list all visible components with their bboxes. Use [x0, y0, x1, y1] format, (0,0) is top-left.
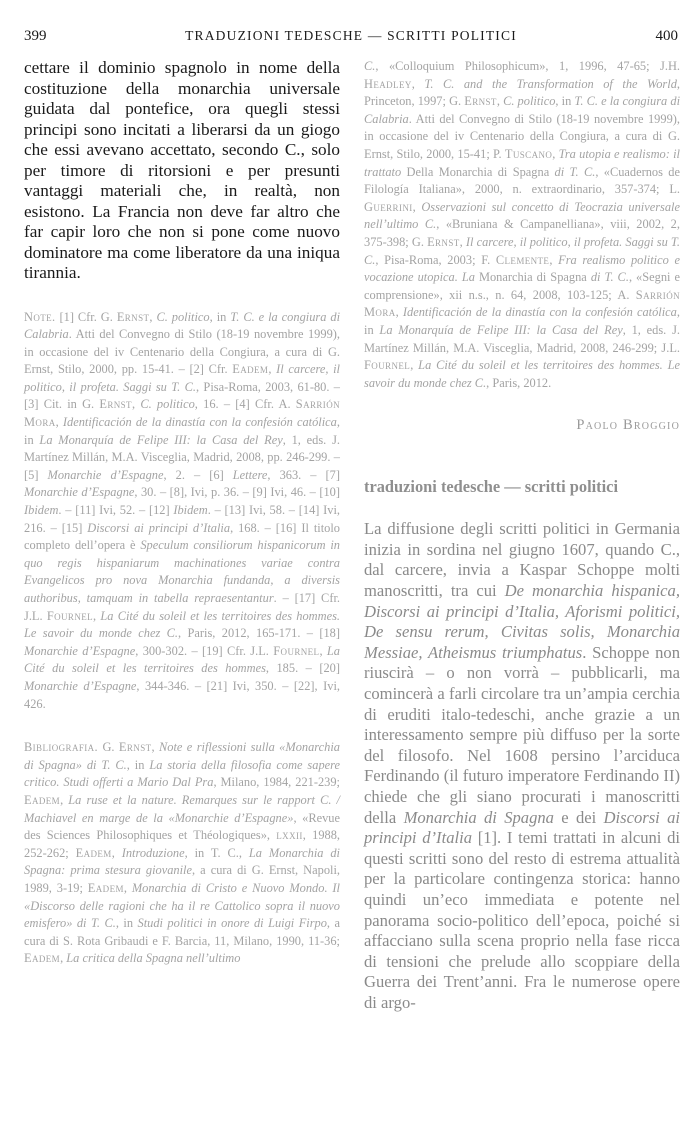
- text-run: T. C. and the Transformation of the World: [424, 76, 677, 91]
- text-run: La Cité du soleil et les territoires des hommes. Le savoir du monde chez C.: [24, 608, 340, 641]
- text-run: . – [17] Cfr. J.L.: [24, 591, 340, 623]
- text-run: Studi politici in onore di Luigi Firpo: [137, 916, 327, 931]
- text-run: di T. C.: [554, 164, 596, 179]
- text-run: T. C. e la congiura di Calabria: [364, 94, 681, 126]
- text-run: Eadem: [232, 362, 269, 377]
- text-run: ,: [123, 880, 132, 895]
- text-run: Fournel: [46, 608, 94, 623]
- right-column: [364, 58, 680, 1014]
- text-run: Monarchie d’Espagne: [24, 485, 135, 500]
- text-run: . Atti del Convegno di Stilo (18-19 novembre 1999), in occasione del iv Centenario della Congiura, a cura di G. Ernst, Stilo, 2000, 15-41; P.: [364, 111, 680, 161]
- page-number-left: 399: [24, 28, 47, 44]
- text-run: La Monarquía de Felipe III: la Casa del Rey: [39, 432, 283, 447]
- running-title: TRADUZIONI TEDESCHE — SCRITTI POLITICI: [185, 28, 517, 43]
- text-run: , «Revue des Sciences Philosophiques et Théologiques»,: [24, 810, 340, 843]
- text-run: Monarchie d’Espagne: [24, 678, 137, 693]
- text-run: Osservazioni sul concetto di Teocrazia universale nell’ultimo C.: [364, 199, 680, 232]
- text-run: Eadem: [75, 845, 112, 860]
- text-run: Introduzione: [121, 845, 185, 860]
- text-run: Lettere: [232, 467, 268, 482]
- text-run: C. politico: [503, 94, 556, 109]
- text-run: , 363. – [7]: [267, 467, 341, 482]
- text-run: Fournel: [273, 643, 320, 658]
- text-run: Monarchie d’Espagne: [47, 467, 164, 482]
- left-column: [24, 58, 340, 968]
- text-run: , 2. – [6]: [163, 467, 233, 482]
- text-run: , 300-302. – [19] Cfr. J.L.: [135, 643, 274, 658]
- bibliography-label: Bibliografia.: [24, 740, 99, 755]
- text-run: , a cura di G. Ernst, Napoli, 1989, 3-19;: [24, 863, 340, 895]
- text-run: ,: [412, 199, 422, 214]
- text-run: e dei: [553, 807, 604, 827]
- text-run: De monarchia hispanica, Discorsi ai principi d’Italia, Aforismi politici, De sensu rerum, Civitas solis, Monarchia Messiae, Atheismus triumphatus: [364, 581, 680, 662]
- text-run: Ibidem: [173, 503, 208, 518]
- text-run: , in: [126, 757, 150, 772]
- text-run: Sarrión Mora: [364, 287, 680, 320]
- text-run: ,: [410, 358, 419, 373]
- bibliography-text: [24, 740, 340, 965]
- text-run: Monarchia di Spagna: [403, 807, 554, 827]
- text-run: , Paris, 2012, 165-171. – [18]: [178, 626, 340, 641]
- notes: [24, 309, 340, 714]
- text-run: , in T. C.,: [184, 845, 249, 860]
- text-run: ,: [55, 415, 63, 430]
- text-run: , 1, eds. J. Martínez Millán, M.A. Visceglia, Madrid, 2008, 246-299; J.L.: [364, 322, 680, 355]
- text-run: . – [13] Ivi, 58. – [14] Ivi, 216. – [15]: [24, 503, 340, 535]
- text-run: G.: [102, 740, 119, 755]
- text-run: , Pisa-Roma, 2003; F.: [375, 252, 496, 267]
- text-run: Monarchia di Cristo e Nuovo Mondo. Il «Discorso delle ragioni che ha il re Cattolico sopra il nuovo emisfero» di T. C.: [24, 880, 340, 931]
- text-run: , in: [209, 309, 231, 324]
- text-run: . Atti del Convegno di Stilo (18-19 novembre 1999), in occasione del iv Centenario della Congiura, a cura di G. Ernst, Stilo, 2000, pp. 15-41. – [2] Cfr.: [24, 327, 340, 377]
- text-run: ,: [549, 252, 559, 267]
- text-run: , Pisa-Roma, 2003, 61-80. – [3] Cit. in G.: [24, 379, 340, 412]
- text-run: Monarchia di Spagna: [474, 270, 591, 285]
- text-run: ,: [459, 234, 466, 249]
- text-run: Monarchie d’Espagne: [24, 643, 136, 658]
- text-run: [1]. I temi trattati in alcuni di questi scritti sono del resto di estrema attualità per la particolare contingenza storica: hanno quindi un’eco immediata e potente nel panorama socio-politico dell’epoca, poiché si affacciano sulla scena proprio nella fase ricca di tensioni che prelude allo scoppiare della Guerra dei Trent’anni. Fra le numerose opere di argo-: [364, 828, 680, 1012]
- text-run: , «Bruniana & Campanelliana», viii, 2002, 2, 375-398; G.: [364, 217, 680, 249]
- text-run: . Schoppe non riuscirà – o non vorrà – pubblicarli, ma comincerà a farli circolare tra un’ampia cerchia di eruditi italo-tedeschi, anche grazie a un interessamento sempre più diffuso per la sorte del filosofo. Nel 1608 persino l’arciduca Ferdinando (il futuro imperatore Ferdinando II) chiede che gli siano procurati i manoscritti della: [364, 642, 680, 827]
- text-run: [1] Cfr. G.: [59, 309, 117, 324]
- text-run: Il carcere, il politico, il profeta. Saggi su T. C.: [24, 362, 340, 394]
- text-run: ,: [93, 608, 101, 623]
- text-run: ,: [552, 146, 559, 161]
- text-run: La critica della Spagna nell’ultimo: [66, 951, 241, 966]
- text-run: Identificación de la dinastía con la confesión católica: [62, 415, 337, 430]
- text-run: C.: [364, 59, 376, 73]
- text-run: T. C. e la congiura di Calabria: [24, 309, 341, 342]
- text-run: , in: [24, 415, 340, 447]
- text-run: La Cité du soleil et les territoires des hommes. Le savoir du monde chez C.: [364, 358, 680, 390]
- text-run: La Monarquía de Felipe III: la Casa del Rey: [379, 322, 623, 337]
- text-run: ,: [319, 643, 327, 658]
- text-run: , «Segni e comprensione», xii n.s., n. 64, 2008, 103-125; A.: [364, 270, 680, 302]
- text-run: Tra utopia e realismo: il trattato: [364, 146, 680, 179]
- text-run: lxxii: [276, 828, 303, 843]
- text-run: Ernst: [99, 397, 132, 412]
- text-run: Fournel: [364, 358, 411, 373]
- text-run: Tuscano: [504, 146, 553, 161]
- text-run: , 30. – [8], Ivi, p. 36. – [9] Ivi, 46. – [10]: [134, 485, 340, 500]
- text-run: ,: [151, 740, 159, 755]
- text-run: , «Cuadernos de Filología Italiana», 2000, n. extraordinario, 357-374; L.: [364, 164, 680, 197]
- text-run: , 185. – [20]: [265, 661, 340, 676]
- text-run: ,: [268, 362, 277, 377]
- text-run: , a cura di S. Rota Gribaudi e F. Barcia, 11, Milano, 1990, 11-36;: [24, 916, 340, 948]
- section-body: [364, 519, 680, 1013]
- notes-text: [24, 310, 340, 711]
- text-run: Ernst: [116, 309, 150, 324]
- text-run: ,: [395, 305, 403, 320]
- text-run: La ruse et la nature. Remarques sur le rapport C. / Machiavel en marge de la «Monarchie d’Espagne»: [24, 792, 340, 825]
- text-run: ,: [60, 951, 67, 966]
- text-run: ,: [149, 309, 157, 324]
- text-run: C. politico: [140, 397, 195, 412]
- text-run: Discorsi ai principi d’Italia: [87, 520, 231, 535]
- text-run: , 344-346. – [21] Ivi, 350. – [22], Ivi, 426.: [24, 678, 340, 711]
- text-run: Sarrión Mora: [24, 397, 340, 430]
- text-run: ,: [496, 94, 504, 109]
- text-run: , in: [364, 305, 680, 337]
- text-run: La Monarchia di Spagna: prima stesura giovanile: [24, 845, 341, 878]
- text-run: Headley: [364, 76, 412, 91]
- text-run: di T. C.: [590, 270, 629, 285]
- text-run: La storia della filosofia come sapere critico. Studi offerti a Mario Dal Pra: [24, 757, 341, 790]
- author-signature: Paolo Broggio: [576, 417, 680, 434]
- text-run: Speculum consiliorum hispanicorum in quo regis hispaniarum machinationes variae contra Evangelicos pro nova Monarchia fundanda, a diversis authoribus, tamquam in tabella repraesentantur: [24, 538, 341, 605]
- text-run: Della Monarchia di Spagna: [401, 164, 555, 179]
- text-run: Eadem: [87, 880, 124, 895]
- text-run: , Paris, 2012.: [486, 375, 552, 390]
- text-run: Il carcere, il politico, il profeta. Saggi su T. C.: [364, 234, 680, 267]
- bibliography-continued: [364, 58, 680, 392]
- text-run: , 1, eds. J. Martínez Millán, M.A. Visceglia, Madrid, 2008, pp. 246-299. – [5]: [24, 432, 340, 482]
- text-run: La diffusione degli scritti politici in Germania inizia in sordina nel giugno 1607, quando C., dal carcere, invia a Kaspar Schoppe molti manoscritti, tra cui: [364, 519, 680, 601]
- text-run: Ernst: [118, 740, 152, 755]
- text-run: Fra realismo politico e vocazione utopica. La: [364, 252, 680, 285]
- text-run: Discorsi ai principi d’Italia: [364, 807, 680, 848]
- text-run: , «Colloquium Philosophicum», 1, 1996, 47-65; J.H.: [375, 59, 680, 73]
- page-number-right: 400: [655, 28, 678, 44]
- text-run: Guerrini: [364, 199, 413, 214]
- text-run: Ernst: [464, 94, 497, 109]
- bibliography: [24, 739, 340, 968]
- text-run: , in: [555, 94, 575, 109]
- text-run: , 1988, 252-262;: [24, 828, 341, 860]
- text-run: , 16. – [4] Cfr. A.: [194, 397, 296, 412]
- text-run: Identificación de la dinastía con la confesión católica: [402, 305, 677, 320]
- text-run: , 168. – [16] Il titolo completo dell’opera è: [24, 520, 340, 553]
- text-run: , in: [115, 916, 138, 931]
- text-run: ,: [411, 76, 425, 91]
- text-run: Ibidem: [24, 503, 59, 518]
- text-run: ,: [131, 397, 141, 412]
- text-run: , Princeton, 1997; G.: [364, 76, 680, 109]
- text-run: Eadem: [24, 792, 61, 807]
- text-run: ,: [60, 792, 69, 807]
- notes-label: Note.: [24, 309, 56, 324]
- running-header: [24, 28, 678, 50]
- text-run: Clemente: [495, 252, 550, 267]
- text-run: C. politico: [156, 309, 210, 324]
- text-run: ,: [111, 845, 122, 860]
- text-run: La Cité du soleil et les territoires des hommes: [24, 643, 340, 676]
- text-run: Note e riflessioni sulla «Monarchia di Spagna» di T. C.: [24, 740, 340, 772]
- text-run: , Milano, 1984, 221-239;: [213, 775, 340, 790]
- body-paragraph: cettare il dominio spagnolo in nome della costituzione della monarchia universale guidata dal pontefice, ora quegli stessi principi sono incitati a liberarsi da un giogo che essi avevano accettato, secondo C., solo per timore di ritorsioni e per presunti vantaggi materiali che, in realtà, non esistono. La Francia non deve far altro che far capir loro che non si pone come nuovo dominatore ma come liberatore da una iniqua tirannia.: [24, 58, 340, 282]
- text-run: Ernst: [427, 234, 460, 249]
- text-run: . – [11] Ivi, 52. – [12]: [58, 503, 174, 518]
- section-title: traduzioni tedesche — scritti politici: [364, 477, 619, 497]
- text-run: Eadem: [24, 951, 61, 966]
